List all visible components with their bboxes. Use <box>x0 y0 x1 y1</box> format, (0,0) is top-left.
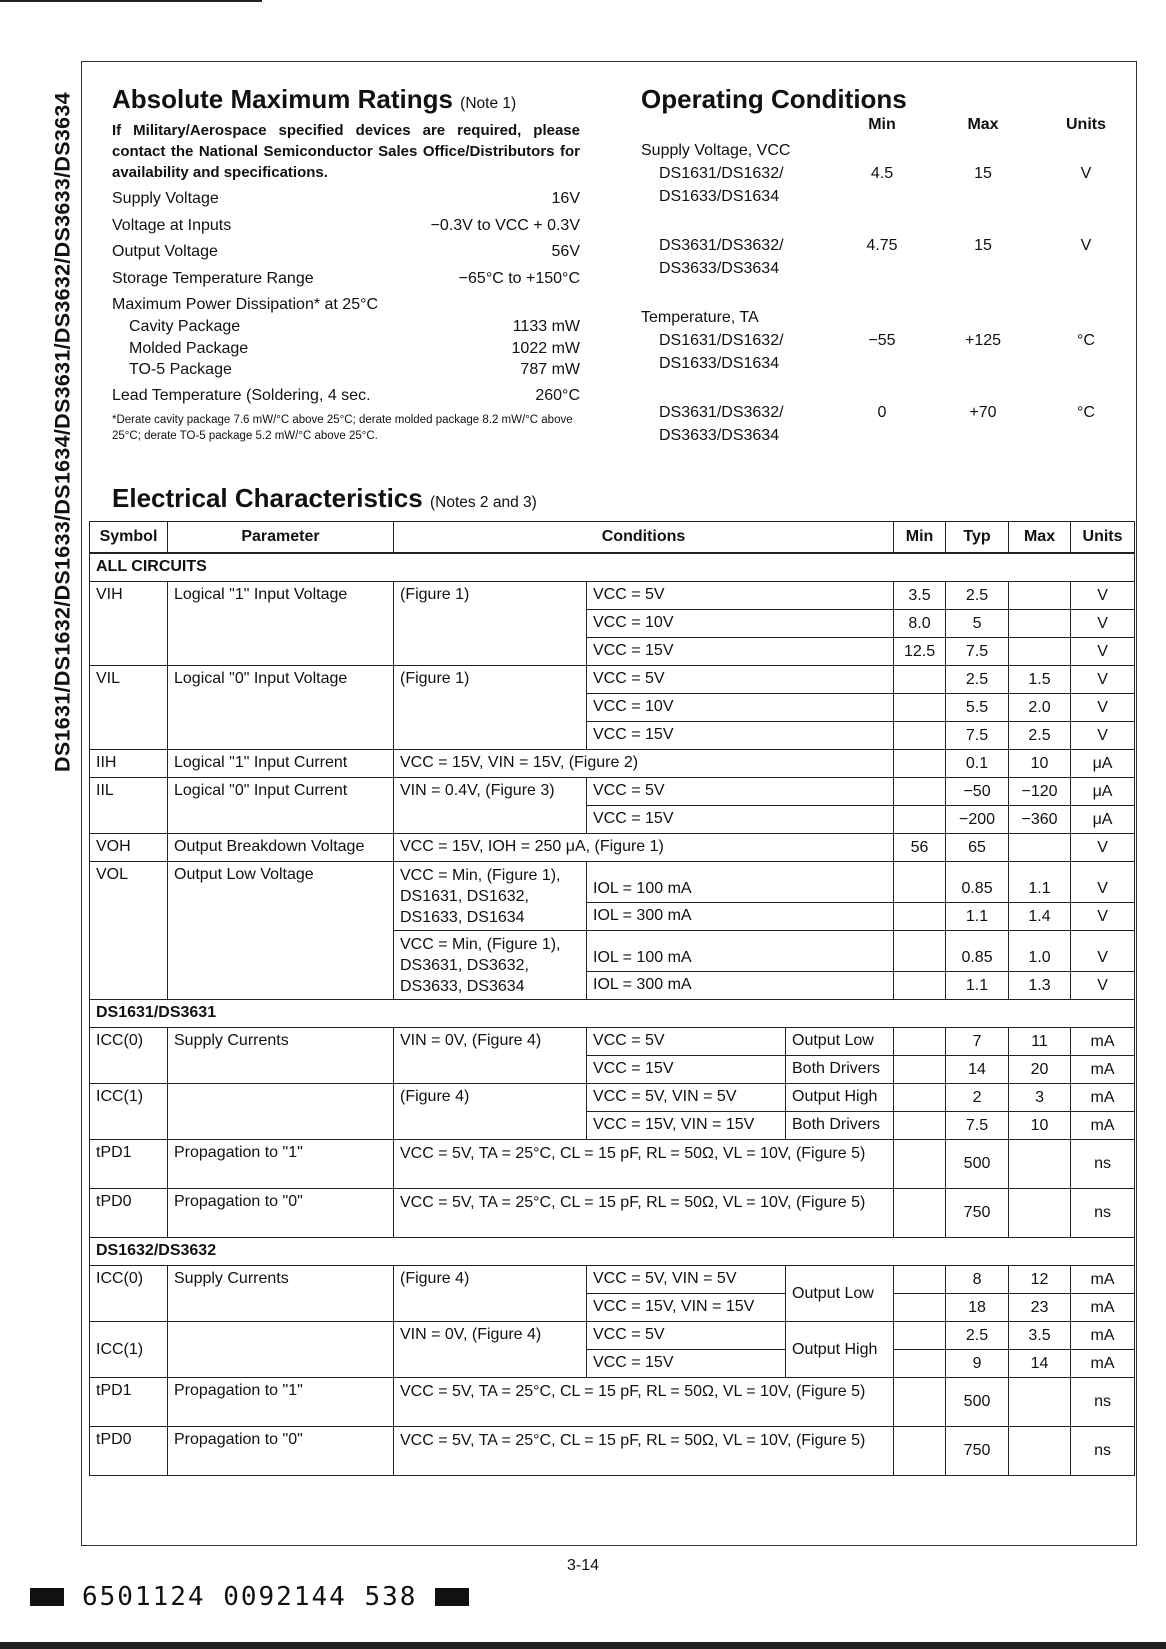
section-row <box>90 1000 1135 1028</box>
condition: VCC = Min, (Figure 1), DS1631, DS1632, DS1633, DS1634 <box>394 862 587 931</box>
print-mark-right <box>435 1588 469 1606</box>
driver-state: Output High <box>786 1322 894 1378</box>
max-value: 1.5 <box>1009 666 1071 694</box>
oc-max: 15 <box>974 165 992 182</box>
typ-value: 750 <box>946 1189 1009 1238</box>
typ-value: 500 <box>946 1378 1009 1427</box>
condition: (Figure 4) <box>394 1266 587 1322</box>
table-row <box>90 1189 1135 1238</box>
typ-value: 14 <box>946 1056 1009 1084</box>
symbol: ICC(1) <box>90 1084 168 1140</box>
table-row <box>90 1084 1135 1112</box>
sub-condition: VCC = 5V <box>587 582 894 610</box>
col-units: Units <box>1071 522 1135 554</box>
table-row <box>90 1322 1135 1350</box>
max-value: 23 <box>1009 1294 1071 1322</box>
sub-condition: VCC = 15V <box>587 1056 786 1084</box>
min-value <box>894 1266 946 1294</box>
condition: VIN = 0.4V, (Figure 3) <box>394 778 587 834</box>
sub-condition: VCC = 5V <box>587 666 894 694</box>
amr-note-ref: (Note 1) <box>460 95 517 112</box>
units-value: ns <box>1071 1378 1135 1427</box>
symbol: ICC(0) <box>90 1266 168 1322</box>
max-value: 11 <box>1009 1028 1071 1056</box>
min-value: 56 <box>894 834 946 862</box>
parameter: Logical "1" Input Current <box>168 750 394 778</box>
amr-row <box>112 385 580 407</box>
amr-value: −0.3V to VCC + 0.3V <box>430 217 580 234</box>
units-value: mA <box>1071 1112 1135 1140</box>
parameter: Propagation to "1" <box>168 1140 394 1189</box>
bottom-rule <box>0 1642 1166 1649</box>
min-value <box>894 1378 946 1427</box>
driver-state: Both Drivers <box>786 1056 894 1084</box>
condition: VCC = 5V, TA = 25°C, CL = 15 pF, RL = 50Ω, VL = 10V, (Figure 5) <box>394 1378 894 1427</box>
typ-value: 500 <box>946 1140 1009 1189</box>
amr-value: 787 mW <box>520 361 580 378</box>
section-row <box>90 553 1135 582</box>
top-rule <box>0 0 262 2</box>
units-value: V <box>1071 862 1135 903</box>
units-value: ns <box>1071 1189 1135 1238</box>
max-value <box>1009 1189 1071 1238</box>
units-value: μA <box>1071 806 1135 834</box>
amr-value: 56V <box>551 243 580 260</box>
units-value: mA <box>1071 1084 1135 1112</box>
parameter: Supply Currents <box>168 1266 394 1322</box>
max-value <box>1009 1427 1071 1476</box>
oc-max: +125 <box>964 332 1002 349</box>
max-value: 1.1 <box>1009 862 1071 903</box>
sub-condition: VCC = 5V <box>587 1028 786 1056</box>
min-value <box>894 1084 946 1112</box>
max-value <box>1009 638 1071 666</box>
driver-state: Output Low <box>786 1266 894 1322</box>
typ-value: −50 <box>946 778 1009 806</box>
section-label: DS1632/DS3632 <box>90 1238 1135 1266</box>
condition: VCC = 5V, TA = 25°C, CL = 15 pF, RL = 50Ω, VL = 10V, (Figure 5) <box>394 1427 894 1476</box>
symbol: VOL <box>90 862 168 1000</box>
parameter: Propagation to "0" <box>168 1427 394 1476</box>
oc-head-min: Min <box>868 116 896 133</box>
max-value <box>1009 610 1071 638</box>
ec-heading <box>112 483 537 514</box>
parameter: Output Breakdown Voltage <box>168 834 394 862</box>
min-value <box>894 722 946 750</box>
min-value: 3.5 <box>894 582 946 610</box>
units-value: V <box>1071 610 1135 638</box>
units-value: V <box>1071 638 1135 666</box>
table-row <box>90 1140 1135 1189</box>
parameter: Logical "0" Input Current <box>168 778 394 834</box>
oc-head-units: Units <box>1066 116 1106 133</box>
sub-condition: VCC = 5V, VIN = 5V <box>587 1266 786 1294</box>
max-value: 3 <box>1009 1084 1071 1112</box>
oc-min: 0 <box>877 404 887 421</box>
oc-head-max: Max <box>967 116 999 133</box>
oc-max: +70 <box>969 404 997 421</box>
amr-title: Absolute Maximum Ratings <box>112 84 453 114</box>
min-value <box>894 666 946 694</box>
amr-label: Maximum Power Dissipation* at 25°C <box>112 296 379 313</box>
amr-label: Voltage at Inputs <box>112 217 232 234</box>
ec-title: Electrical Characteristics <box>112 483 423 513</box>
amr-value: 16V <box>551 190 580 207</box>
amr-row <box>112 215 580 237</box>
amr-row <box>112 188 580 210</box>
typ-value: 1.1 <box>946 903 1009 931</box>
min-value <box>894 1350 946 1378</box>
max-value: 20 <box>1009 1056 1071 1084</box>
sub-condition: IOL = 100 mA <box>587 931 894 972</box>
typ-value: 2.5 <box>946 666 1009 694</box>
table-row <box>90 1028 1135 1056</box>
amr-label: Cavity Package <box>129 318 241 335</box>
condition: VCC = 5V, TA = 25°C, CL = 15 pF, RL = 50Ω, VL = 10V, (Figure 5) <box>394 1140 894 1189</box>
typ-value: 2 <box>946 1084 1009 1112</box>
ec-header-row <box>90 522 1135 554</box>
max-value: −120 <box>1009 778 1071 806</box>
section-label: ALL CIRCUITS <box>90 553 1135 582</box>
max-value: 12 <box>1009 1266 1071 1294</box>
oc-units: V <box>1080 165 1092 182</box>
col-conditions: Conditions <box>394 522 894 554</box>
max-value: 1.4 <box>1009 903 1071 931</box>
col-typ: Typ <box>946 522 1009 554</box>
max-value <box>1009 1140 1071 1189</box>
symbol: VOH <box>90 834 168 862</box>
min-value <box>894 778 946 806</box>
max-value: 10 <box>1009 750 1071 778</box>
ec-table <box>89 521 1135 1476</box>
condition: VIN = 0V, (Figure 4) <box>394 1322 587 1378</box>
symbol: IIL <box>90 778 168 834</box>
table-row <box>90 1427 1135 1476</box>
min-value <box>894 931 946 972</box>
driver-state: Both Drivers <box>786 1112 894 1140</box>
amr-power-label <box>112 294 580 316</box>
min-value <box>894 1140 946 1189</box>
amr-label: Lead Temperature (Soldering, 4 sec. <box>112 387 371 404</box>
parameter <box>168 1322 394 1378</box>
amr-row <box>129 359 580 381</box>
table-row <box>90 750 1135 778</box>
print-code-text: 6501124 0092144 538 <box>82 1582 418 1612</box>
amr-row <box>129 338 580 360</box>
symbol: tPD1 <box>90 1140 168 1189</box>
units-value: V <box>1071 972 1135 1000</box>
sub-condition: VCC = 15V <box>587 1350 786 1378</box>
typ-value: 65 <box>946 834 1009 862</box>
driver-state: Output High <box>786 1084 894 1112</box>
table-row <box>90 582 1135 610</box>
typ-value: 2.5 <box>946 582 1009 610</box>
max-value: 3.5 <box>1009 1322 1071 1350</box>
max-value <box>1009 834 1071 862</box>
oc-device: DS1631/DS1632/ <box>659 165 784 182</box>
sub-condition: VCC = 10V <box>587 694 894 722</box>
min-value <box>894 972 946 1000</box>
amr-label: Supply Voltage <box>112 190 219 207</box>
min-value: 8.0 <box>894 610 946 638</box>
max-value: 1.3 <box>1009 972 1071 1000</box>
max-value: 10 <box>1009 1112 1071 1140</box>
max-value: −360 <box>1009 806 1071 834</box>
units-value: μA <box>1071 750 1135 778</box>
typ-value: 5.5 <box>946 694 1009 722</box>
sub-condition: VCC = 15V <box>587 722 894 750</box>
oc-device: DS3633/DS3634 <box>659 260 780 277</box>
amr-label: Storage Temperature Range <box>112 270 314 287</box>
oc-temp-label: Temperature, TA <box>641 309 759 326</box>
oc-units: °C <box>1077 404 1095 421</box>
units-value: mA <box>1071 1056 1135 1084</box>
max-value <box>1009 1378 1071 1427</box>
table-row <box>90 778 1135 806</box>
parameter: Propagation to "1" <box>168 1378 394 1427</box>
sub-condition: VCC = 15V, VIN = 15V <box>587 1112 786 1140</box>
col-parameter: Parameter <box>168 522 394 554</box>
typ-value: 0.85 <box>946 862 1009 903</box>
col-min: Min <box>894 522 946 554</box>
oc-device: DS3633/DS3634 <box>659 427 780 444</box>
sub-condition: VCC = 5V <box>587 1322 786 1350</box>
oc-device: DS3631/DS3632/ <box>659 404 784 421</box>
max-value: 1.0 <box>1009 931 1071 972</box>
parameter: Logical "1" Input Voltage <box>168 582 394 666</box>
table-row <box>90 834 1135 862</box>
col-max: Max <box>1009 522 1071 554</box>
table-row <box>90 666 1135 694</box>
sub-condition: IOL = 300 mA <box>587 903 894 931</box>
ec-note-ref: (Notes 2 and 3) <box>429 494 537 511</box>
max-value: 2.0 <box>1009 694 1071 722</box>
symbol: tPD1 <box>90 1378 168 1427</box>
oc-min: 4.5 <box>870 165 894 182</box>
oc-min: 4.75 <box>866 237 898 254</box>
sub-condition: VCC = 5V <box>587 778 894 806</box>
sub-condition: VCC = 5V, VIN = 5V <box>587 1084 786 1112</box>
units-value: V <box>1071 694 1135 722</box>
sub-condition: IOL = 100 mA <box>587 862 894 903</box>
min-value: 12.5 <box>894 638 946 666</box>
typ-value: 0.85 <box>946 931 1009 972</box>
amr-row <box>112 241 580 263</box>
min-value <box>894 903 946 931</box>
table-row <box>90 1266 1135 1294</box>
condition: (Figure 1) <box>394 582 587 666</box>
amr-row <box>112 268 580 290</box>
parameter: Supply Currents <box>168 1028 394 1084</box>
min-value <box>894 694 946 722</box>
symbol: VIL <box>90 666 168 750</box>
amr-label: TO-5 Package <box>129 361 232 378</box>
driver-state: Output Low <box>786 1028 894 1056</box>
table-row <box>90 1378 1135 1427</box>
amr-footnote: *Derate cavity package 7.6 mW/°C above 25°C; derate molded package 8.2 mW/°C above 25°C; derate TO-5 package 5.2 mW/°C above 25°C. <box>112 414 573 442</box>
condition: (Figure 4) <box>394 1084 587 1140</box>
amr-label: Molded Package <box>129 340 249 357</box>
symbol: tPD0 <box>90 1427 168 1476</box>
oc-device: DS1631/DS1632/ <box>659 332 784 349</box>
oc-units: V <box>1080 237 1092 254</box>
sub-condition: VCC = 15V <box>587 638 894 666</box>
oc-max: 15 <box>974 237 992 254</box>
units-value: ns <box>1071 1140 1135 1189</box>
side-title <box>48 62 78 802</box>
min-value <box>894 1028 946 1056</box>
oc-supply-label: Supply Voltage, VCC <box>641 142 791 159</box>
units-value: V <box>1071 666 1135 694</box>
oc-device: DS3631/DS3632/ <box>659 237 784 254</box>
units-value: ns <box>1071 1427 1135 1476</box>
units-value: mA <box>1071 1294 1135 1322</box>
typ-value: 2.5 <box>946 1322 1009 1350</box>
amr-value: 1022 mW <box>511 340 580 357</box>
typ-value: 0.1 <box>946 750 1009 778</box>
print-mark-left <box>30 1588 64 1606</box>
typ-value: 1.1 <box>946 972 1009 1000</box>
parameter: Propagation to "0" <box>168 1189 394 1238</box>
min-value <box>894 1056 946 1084</box>
typ-value: 7.5 <box>946 1112 1009 1140</box>
units-value: V <box>1071 931 1135 972</box>
parameter <box>168 1084 394 1140</box>
symbol: ICC(0) <box>90 1028 168 1084</box>
oc-min: −55 <box>868 332 896 349</box>
typ-value: 7.5 <box>946 638 1009 666</box>
print-code <box>30 1582 469 1612</box>
oc-units: °C <box>1077 332 1095 349</box>
units-value: μA <box>1071 778 1135 806</box>
typ-value: 5 <box>946 610 1009 638</box>
amr-heading <box>112 84 516 115</box>
oc-title: Operating Conditions <box>641 84 907 114</box>
condition: VCC = 15V, IOH = 250 μA, (Figure 1) <box>394 834 894 862</box>
symbol: tPD0 <box>90 1189 168 1238</box>
units-value: V <box>1071 722 1135 750</box>
sub-condition: VCC = 10V <box>587 610 894 638</box>
min-value <box>894 1427 946 1476</box>
typ-value: 7.5 <box>946 722 1009 750</box>
symbol: VIH <box>90 582 168 666</box>
units-value: V <box>1071 582 1135 610</box>
max-value: 2.5 <box>1009 722 1071 750</box>
oc-device: DS1633/DS1634 <box>659 188 780 205</box>
sub-condition: VCC = 15V, VIN = 15V <box>587 1294 786 1322</box>
amr-value: −65°C to +150°C <box>458 270 580 287</box>
min-value <box>894 806 946 834</box>
min-value <box>894 750 946 778</box>
amr-value: 260°C <box>535 387 580 404</box>
amr-row <box>129 316 580 338</box>
units-value: mA <box>1071 1028 1135 1056</box>
units-value: V <box>1071 834 1135 862</box>
units-value: mA <box>1071 1266 1135 1294</box>
parameter: Logical "0" Input Voltage <box>168 666 394 750</box>
typ-value: 8 <box>946 1266 1009 1294</box>
typ-value: 750 <box>946 1427 1009 1476</box>
condition: VCC = 5V, TA = 25°C, CL = 15 pF, RL = 50Ω, VL = 10V, (Figure 5) <box>394 1189 894 1238</box>
side-title-text: DS1631/DS1632/DS1633/DS1634/DS3631/DS3632/DS3633/DS3634 <box>50 92 75 772</box>
condition: VIN = 0V, (Figure 4) <box>394 1028 587 1084</box>
units-value: mA <box>1071 1350 1135 1378</box>
section-label: DS1631/DS3631 <box>90 1000 1135 1028</box>
min-value <box>894 1294 946 1322</box>
symbol: IIH <box>90 750 168 778</box>
amr-value: 1133 mW <box>512 318 580 335</box>
typ-value: 18 <box>946 1294 1009 1322</box>
condition: VCC = 15V, VIN = 15V, (Figure 2) <box>394 750 894 778</box>
symbol: ICC(1) <box>90 1322 168 1378</box>
typ-value: 9 <box>946 1350 1009 1378</box>
min-value <box>894 1112 946 1140</box>
min-value <box>894 862 946 903</box>
condition: (Figure 1) <box>394 666 587 750</box>
oc-device: DS1633/DS1634 <box>659 355 780 372</box>
section-row <box>90 1238 1135 1266</box>
amr-label: Output Voltage <box>112 243 218 260</box>
max-value: 14 <box>1009 1350 1071 1378</box>
condition: VCC = Min, (Figure 1), DS3631, DS3632, DS3633, DS3634 <box>394 931 587 1000</box>
units-value: mA <box>1071 1322 1135 1350</box>
amr-warning: If Military/Aerospace specified devices are required, please contact the National Semiconductor Sales Office/Distributors for availability and specifications. <box>112 122 580 181</box>
table-row <box>90 862 1135 903</box>
sub-condition: VCC = 15V <box>587 806 894 834</box>
typ-value: 7 <box>946 1028 1009 1056</box>
col-symbol: Symbol <box>90 522 168 554</box>
parameter: Output Low Voltage <box>168 862 394 1000</box>
min-value <box>894 1322 946 1350</box>
page-number: 3-14 <box>566 1557 600 1574</box>
sub-condition: IOL = 300 mA <box>587 972 894 1000</box>
units-value: V <box>1071 903 1135 931</box>
max-value <box>1009 582 1071 610</box>
typ-value: −200 <box>946 806 1009 834</box>
min-value <box>894 1189 946 1238</box>
